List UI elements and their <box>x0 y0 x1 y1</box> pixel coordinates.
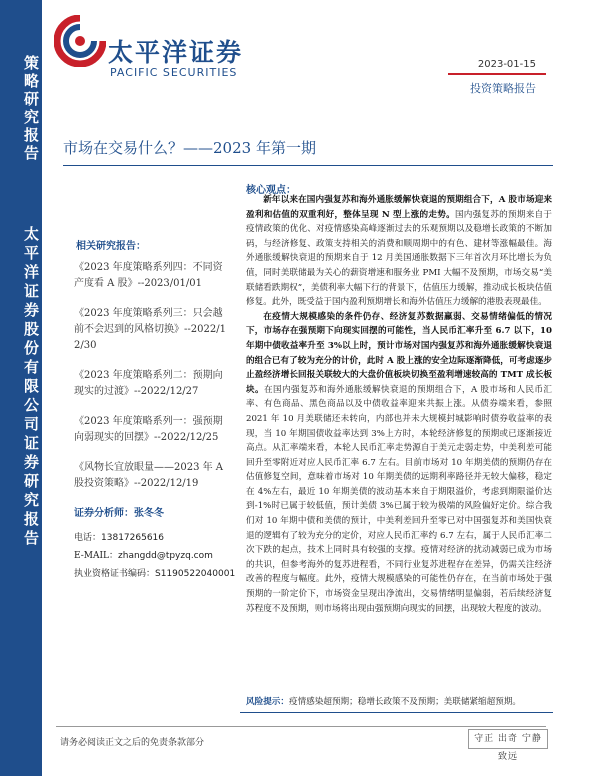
paragraph-2-highlight: 在疫情大规模感染的条件仍存、经济复苏数据羸弱、交易情绪偏低的情况下，市场存在强预期下向现实回摆的可能性，当人民币汇率升至 6.7 以下，10 年期中债收益率升至 3%以上时，预计市场对国内强复苏和海外通胀缓解快衰退的组合已有了较为充分的计价，此时 A 股上涨的安全边际逐渐降低，可考虑逐步止盈经济增长回报关联较大的大盘价值板块切换至盈利增速较高的 TMT 成长板块。 <box>246 311 552 395</box>
analyst-email-row <box>74 547 234 565</box>
risk-label: 风险提示： <box>246 697 289 707</box>
phone-label: 电话： <box>74 533 102 543</box>
paragraph-2 <box>246 310 552 616</box>
page-title: 市场在交易什么？——2023 年第一期 <box>63 139 316 157</box>
analyst-heading: 证券分析师：张冬冬 <box>74 508 164 519</box>
related-report-item[interactable]: 《风物长宜放眼量——2023 年 A 股投资策略》--2022/12/19 <box>74 462 224 489</box>
footer-motto: 守正 出奇 宁静 致远 <box>468 729 548 749</box>
sidebar-category-label: 策略研究报告 <box>22 55 40 163</box>
paragraph-1 <box>246 193 552 310</box>
analyst-info <box>74 504 234 583</box>
company-logo-icon <box>54 15 106 67</box>
title-divider <box>63 165 553 166</box>
logo-chinese-name: 太平洋证券 <box>108 38 244 67</box>
footer-divider <box>56 726 546 727</box>
paragraph-2-text: 在国内强复苏和海外通胀缓解快衰退的预期组合下，A 股市场和人民币汇率、有色商品、黑色商品以及中债收益率迎来共振上涨。从债券端来看，参照 2021 年 10 月美联储还未转向，内部也并未大规模封城影响时债券收益率的表现，当 10 年期国债收益率达到 3%上方时，本轮经济修复的预期或已逐渐接近高点。从汇率端来看，本轮人民币汇率走势源自于美元走弱走势，中美利差可能回升至零附近对应人民币汇率 6.7 左右。目前市场对 10 年期美债的预期仍存在估值修复空间，意味着市场对 10 年期美债的远期利率路径并无较大偏移，稳定在 4%左右，最近 10 年期美债的波动基本来自于期限溢价，考虑到期限溢价达到-1%时已属于较低值，预计美债 3%已属于较为极端的风险偏好定价。综合我们对 10 年期中债和美债的预计，中美利差回升至零已对中国强复苏和美国快衰退的逻辑有了较为充分的定价，对应人民币汇率约 6.7 左右，属于人民币汇率二次下跌的起点，技术上同时具有较强的支撑。疫情对经济的扰动减弱已成为市场的共识，但参考海外的复苏进程看，不同行业复苏进程存在差异，仍需关注经济改善的程度与幅度。此外，疫情大规模感染的可能性仍存在，在当前市场处于强预期的一阶定价下，市场资金呈现出净流出，交易情绪明显偏弱，若后续经济复苏程度不及预期，则市场将出现由强预期向现实的回摆，出现较大程度的波动。 <box>246 384 552 614</box>
paragraph-1-text: 国内强复苏的预期来自于疫情政策的优化、对疫情感染高峰逐渐过去的乐观预期以及稳增长政策的不断加码，与经济修复、政策支持相关的消费和顺周期中的有色、建材等涨幅最佳。海外通胀缓解快衰退的预期来自于 12 月美国通胀数据下三年首次月环比增长为负值，同时美联储最为关心的薪资增速和服务业 PMI 大幅不及预期，市场交易“美联储看跌期权”，美债利率大幅下行的背景下，估值压力缓解，推动成长板块估值修复。此外，既受益于国内盈利预期增长和海外估值压力缓解的港股表现最佳。 <box>246 209 552 308</box>
header-accent-line <box>448 73 546 75</box>
related-report-item[interactable]: 《2023 年度策略系列一：强预期向弱现实的回摆》--2022/12/25 <box>74 416 223 443</box>
sidebar-company-label: 太平洋证券股份有限公司证券研究报告 <box>22 226 40 549</box>
risk-divider <box>240 712 553 713</box>
license-label: 执业资格证书编码： <box>74 569 156 579</box>
license-value: S1190522040001 <box>155 569 236 579</box>
report-type: 投资策略报告 <box>470 82 536 95</box>
core-views-heading: 核心观点： <box>246 185 296 196</box>
related-reports-heading: 相关研究报告： <box>76 241 146 252</box>
risk-text: 疫情感染超预期；稳增长政策不及预期；美联储紧缩超预期。 <box>288 697 522 707</box>
phone-value: 13817265616 <box>101 533 165 543</box>
related-report-item[interactable]: 《2023 年度策略系列四：不同资产度看 A 股》--2023/01/01 <box>74 262 223 289</box>
footer-disclaimer: 请务必阅读正文之后的免责条款部分 <box>60 738 205 748</box>
related-report-item[interactable]: 《2023 年度策略系列三：只会越前不会迟到的风格切换》--2022/12/30 <box>74 308 226 351</box>
analyst-phone-row <box>74 529 234 547</box>
logo-english-name: PACIFIC SECURITIES <box>110 66 238 79</box>
related-report-item[interactable]: 《2023 年度策略系列二：预期向现实的过渡》--2022/12/27 <box>74 370 223 397</box>
email-label: E-MAIL： <box>74 551 119 561</box>
paragraph-1-highlight: 新年以来在国内强复苏和海外通胀缓解快衰退的预期组合下，A 股市场迎来盈利和估值的双重利好，整体呈现 N 型上涨的走势。 <box>246 195 552 220</box>
related-reports-list <box>74 260 226 506</box>
risk-warning <box>246 695 552 710</box>
left-sidebar <box>0 0 42 776</box>
report-date: 2023-01-15 <box>477 59 536 70</box>
analyst-license-row <box>74 565 234 583</box>
core-views-body <box>246 193 552 616</box>
email-link[interactable]: zhangdd@tpyzq.com <box>118 551 213 561</box>
